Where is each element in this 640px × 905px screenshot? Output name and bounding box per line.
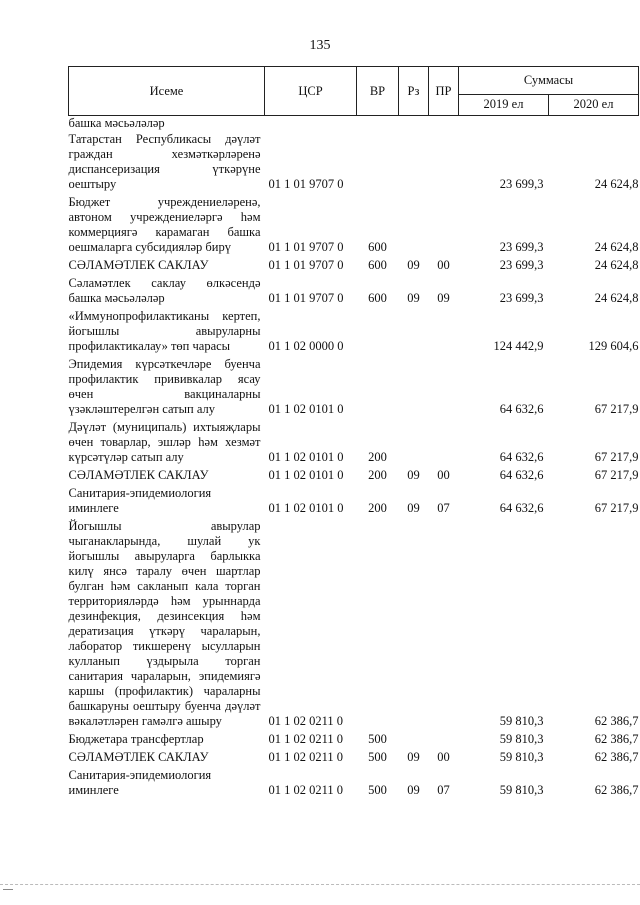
row-sum-2019: 64 632,6 <box>499 450 544 464</box>
row-sum-2020: 67 217,9 <box>594 402 639 416</box>
table-row <box>69 750 639 768</box>
row-pr <box>429 420 459 468</box>
row-sum-2019: 64 632,6 <box>499 468 544 482</box>
row-name: башка мәсьәләләр <box>68 116 165 130</box>
row-sum-2019: 64 632,6 <box>499 501 544 515</box>
header-sum: Суммасы <box>459 67 639 95</box>
row-sum-2019: 23 699,3 <box>499 240 544 254</box>
table-row <box>69 276 639 309</box>
row-sum-2019: 59 810,3 <box>499 750 544 764</box>
corner-mark <box>3 889 13 890</box>
row-rz <box>399 420 429 468</box>
row-sum-2019: 59 810,3 <box>499 732 544 746</box>
row-pr: 00 <box>437 468 450 482</box>
header-name: Исеме <box>69 67 265 116</box>
row-sum-2020 <box>549 116 639 133</box>
row-csr: 01 1 02 0101 0 <box>268 402 344 416</box>
row-pr: 00 <box>437 750 450 764</box>
row-csr: 01 1 01 9707 0 <box>268 291 344 305</box>
row-name: Бюджетара трансфертлар <box>68 732 204 746</box>
row-vr <box>357 309 399 357</box>
row-csr: 01 1 01 9707 0 <box>268 177 344 191</box>
row-name: СӘЛАМӘТЛЕК САКЛАУ <box>68 468 209 482</box>
row-csr: 01 1 02 0211 0 <box>268 714 344 728</box>
header-year-2019: 2019 ел <box>459 94 549 115</box>
table-body <box>69 116 639 802</box>
row-vr: 600 <box>368 291 387 305</box>
row-rz: 09 <box>407 291 420 305</box>
row-vr: 200 <box>368 450 387 464</box>
row-vr <box>357 132 399 195</box>
row-vr: 500 <box>368 783 387 797</box>
row-sum-2020: 129 604,6 <box>588 339 639 353</box>
row-sum-2019: 59 810,3 <box>499 783 544 797</box>
row-csr: 01 1 01 9707 0 <box>268 258 344 272</box>
row-pr <box>429 116 459 133</box>
row-pr <box>429 519 459 732</box>
row-rz: 09 <box>407 783 420 797</box>
table-row <box>69 195 639 258</box>
row-vr: 600 <box>368 240 387 254</box>
row-pr: 07 <box>437 783 450 797</box>
header-pr: ПР <box>429 67 459 116</box>
row-rz <box>399 132 429 195</box>
row-vr <box>357 116 399 133</box>
table-row <box>69 258 639 276</box>
row-pr: 09 <box>437 291 450 305</box>
row-pr: 00 <box>437 258 450 272</box>
row-vr <box>357 357 399 420</box>
row-rz <box>399 195 429 258</box>
table-row <box>69 519 639 732</box>
row-name: СӘЛАМӘТЛЕК САКЛАУ <box>68 258 209 272</box>
row-sum-2020: 62 386,7 <box>594 714 639 728</box>
row-sum-2020: 62 386,7 <box>594 750 639 764</box>
table-header <box>69 67 639 116</box>
row-sum-2020: 24 624,8 <box>594 258 639 272</box>
row-sum-2019: 23 699,3 <box>499 177 544 191</box>
row-rz: 09 <box>407 750 420 764</box>
row-sum-2019 <box>459 116 549 133</box>
row-csr: 01 1 02 0211 0 <box>268 783 344 797</box>
row-csr: 01 1 02 0000 0 <box>268 339 344 353</box>
row-vr: 200 <box>368 468 387 482</box>
table-row <box>69 116 639 133</box>
row-sum-2020: 62 386,7 <box>594 783 639 797</box>
row-vr: 500 <box>368 750 387 764</box>
row-sum-2020: 67 217,9 <box>594 450 639 464</box>
table-row <box>69 468 639 486</box>
row-sum-2019: 59 810,3 <box>499 714 544 728</box>
row-name: Бюджет учреждениеләренә, автоном учреждениеләргә һәм коммерциягә карамаган башка оешмаларга субсидияләр бирү <box>68 195 261 254</box>
row-csr: 01 1 02 0211 0 <box>268 750 344 764</box>
row-csr: 01 1 02 0101 0 <box>268 450 344 464</box>
row-name: Санитария-эпидемиология иминлеге <box>68 486 212 515</box>
row-csr: 01 1 02 0211 0 <box>268 732 344 746</box>
table-row <box>69 420 639 468</box>
row-vr: 600 <box>368 258 387 272</box>
row-name: Санитария-эпидемиология иминлеге <box>68 768 212 797</box>
row-rz <box>399 519 429 732</box>
row-name: Йогышлы авырулар чыганакларында, шулай ук йогышлы авыруларга барлыкка килү янсә таралу өчен шартлар булган һәм сакланып кала торган территорияләрдә һәм урыннарда дезинфекция, дезинсекция һәм дератизация үткәрү чараларын, лаборатор тикшеренү ысулларын кулланып үздырыла торган санитария чараларын, эпидемиягә каршы (профилактик) чараларны башкаруны оештыру буенча дәүләт вәкаләтләрен гамәлгә ашыру <box>68 519 261 728</box>
row-name: Эпидемия күрсәткечләре буенча профилактик прививкалар ясау өчен вакциналарны үзәкләштерелгән сатып алу <box>68 357 261 416</box>
table-row <box>69 132 639 195</box>
row-pr <box>429 132 459 195</box>
row-sum-2019: 124 442,9 <box>493 339 544 353</box>
header-rz: Рз <box>399 67 429 116</box>
row-rz <box>399 732 429 750</box>
row-rz <box>399 357 429 420</box>
row-name: СӘЛАМӘТЛЕК САКЛАУ <box>68 750 209 764</box>
row-pr <box>429 195 459 258</box>
row-pr <box>429 309 459 357</box>
row-sum-2020: 24 624,8 <box>594 240 639 254</box>
row-sum-2020: 67 217,9 <box>594 501 639 515</box>
table-row <box>69 357 639 420</box>
row-csr: 01 1 01 9707 0 <box>268 240 344 254</box>
table-row <box>69 486 639 519</box>
header-year-2020: 2020 ел <box>549 94 639 115</box>
header-csr: ЦСР <box>265 67 357 116</box>
row-rz <box>399 309 429 357</box>
row-rz: 09 <box>407 468 420 482</box>
table-row <box>69 309 639 357</box>
row-sum-2020: 67 217,9 <box>594 468 639 482</box>
budget-table-container <box>68 66 638 801</box>
footer-divider <box>0 884 640 885</box>
row-sum-2019: 64 632,6 <box>499 402 544 416</box>
row-csr: 01 1 02 0101 0 <box>268 468 344 482</box>
row-name: Дәүләт (муниципаль) ихтыяҗлары өчен товарлар, эшләр һәм хезмәт күрсәтүләр сатып алу <box>68 420 261 464</box>
page-number: 135 <box>309 38 331 53</box>
row-pr: 07 <box>437 501 450 515</box>
row-pr <box>429 357 459 420</box>
row-name: «Иммунопрофилактиканы кертеп, йогышлы авыруларны профилактикалау» төп чарасы <box>68 309 261 353</box>
row-sum-2020: 62 386,7 <box>594 732 639 746</box>
row-vr <box>357 519 399 732</box>
row-rz: 09 <box>407 258 420 272</box>
row-sum-2020: 24 624,8 <box>594 291 639 305</box>
row-vr: 500 <box>368 732 387 746</box>
row-pr <box>429 732 459 750</box>
row-rz: 09 <box>407 501 420 515</box>
row-sum-2020: 24 624,8 <box>594 177 639 191</box>
row-sum-2019: 23 699,3 <box>499 291 544 305</box>
row-sum-2019: 23 699,3 <box>499 258 544 272</box>
row-vr: 200 <box>368 501 387 515</box>
header-vr: ВР <box>357 67 399 116</box>
row-csr: 01 1 02 0101 0 <box>268 501 344 515</box>
table-row <box>69 768 639 801</box>
budget-table <box>68 66 639 801</box>
table-row <box>69 732 639 750</box>
row-csr <box>265 116 357 133</box>
row-name: Сәламәтлек саклау өлкәсендә башка мәсьәләләр <box>68 276 261 305</box>
row-rz <box>399 116 429 133</box>
row-name: Татарстан Республикасы дәүләт граждан хезмәткәрләренә диспансеризация үткәрүне оештыру <box>68 132 261 191</box>
